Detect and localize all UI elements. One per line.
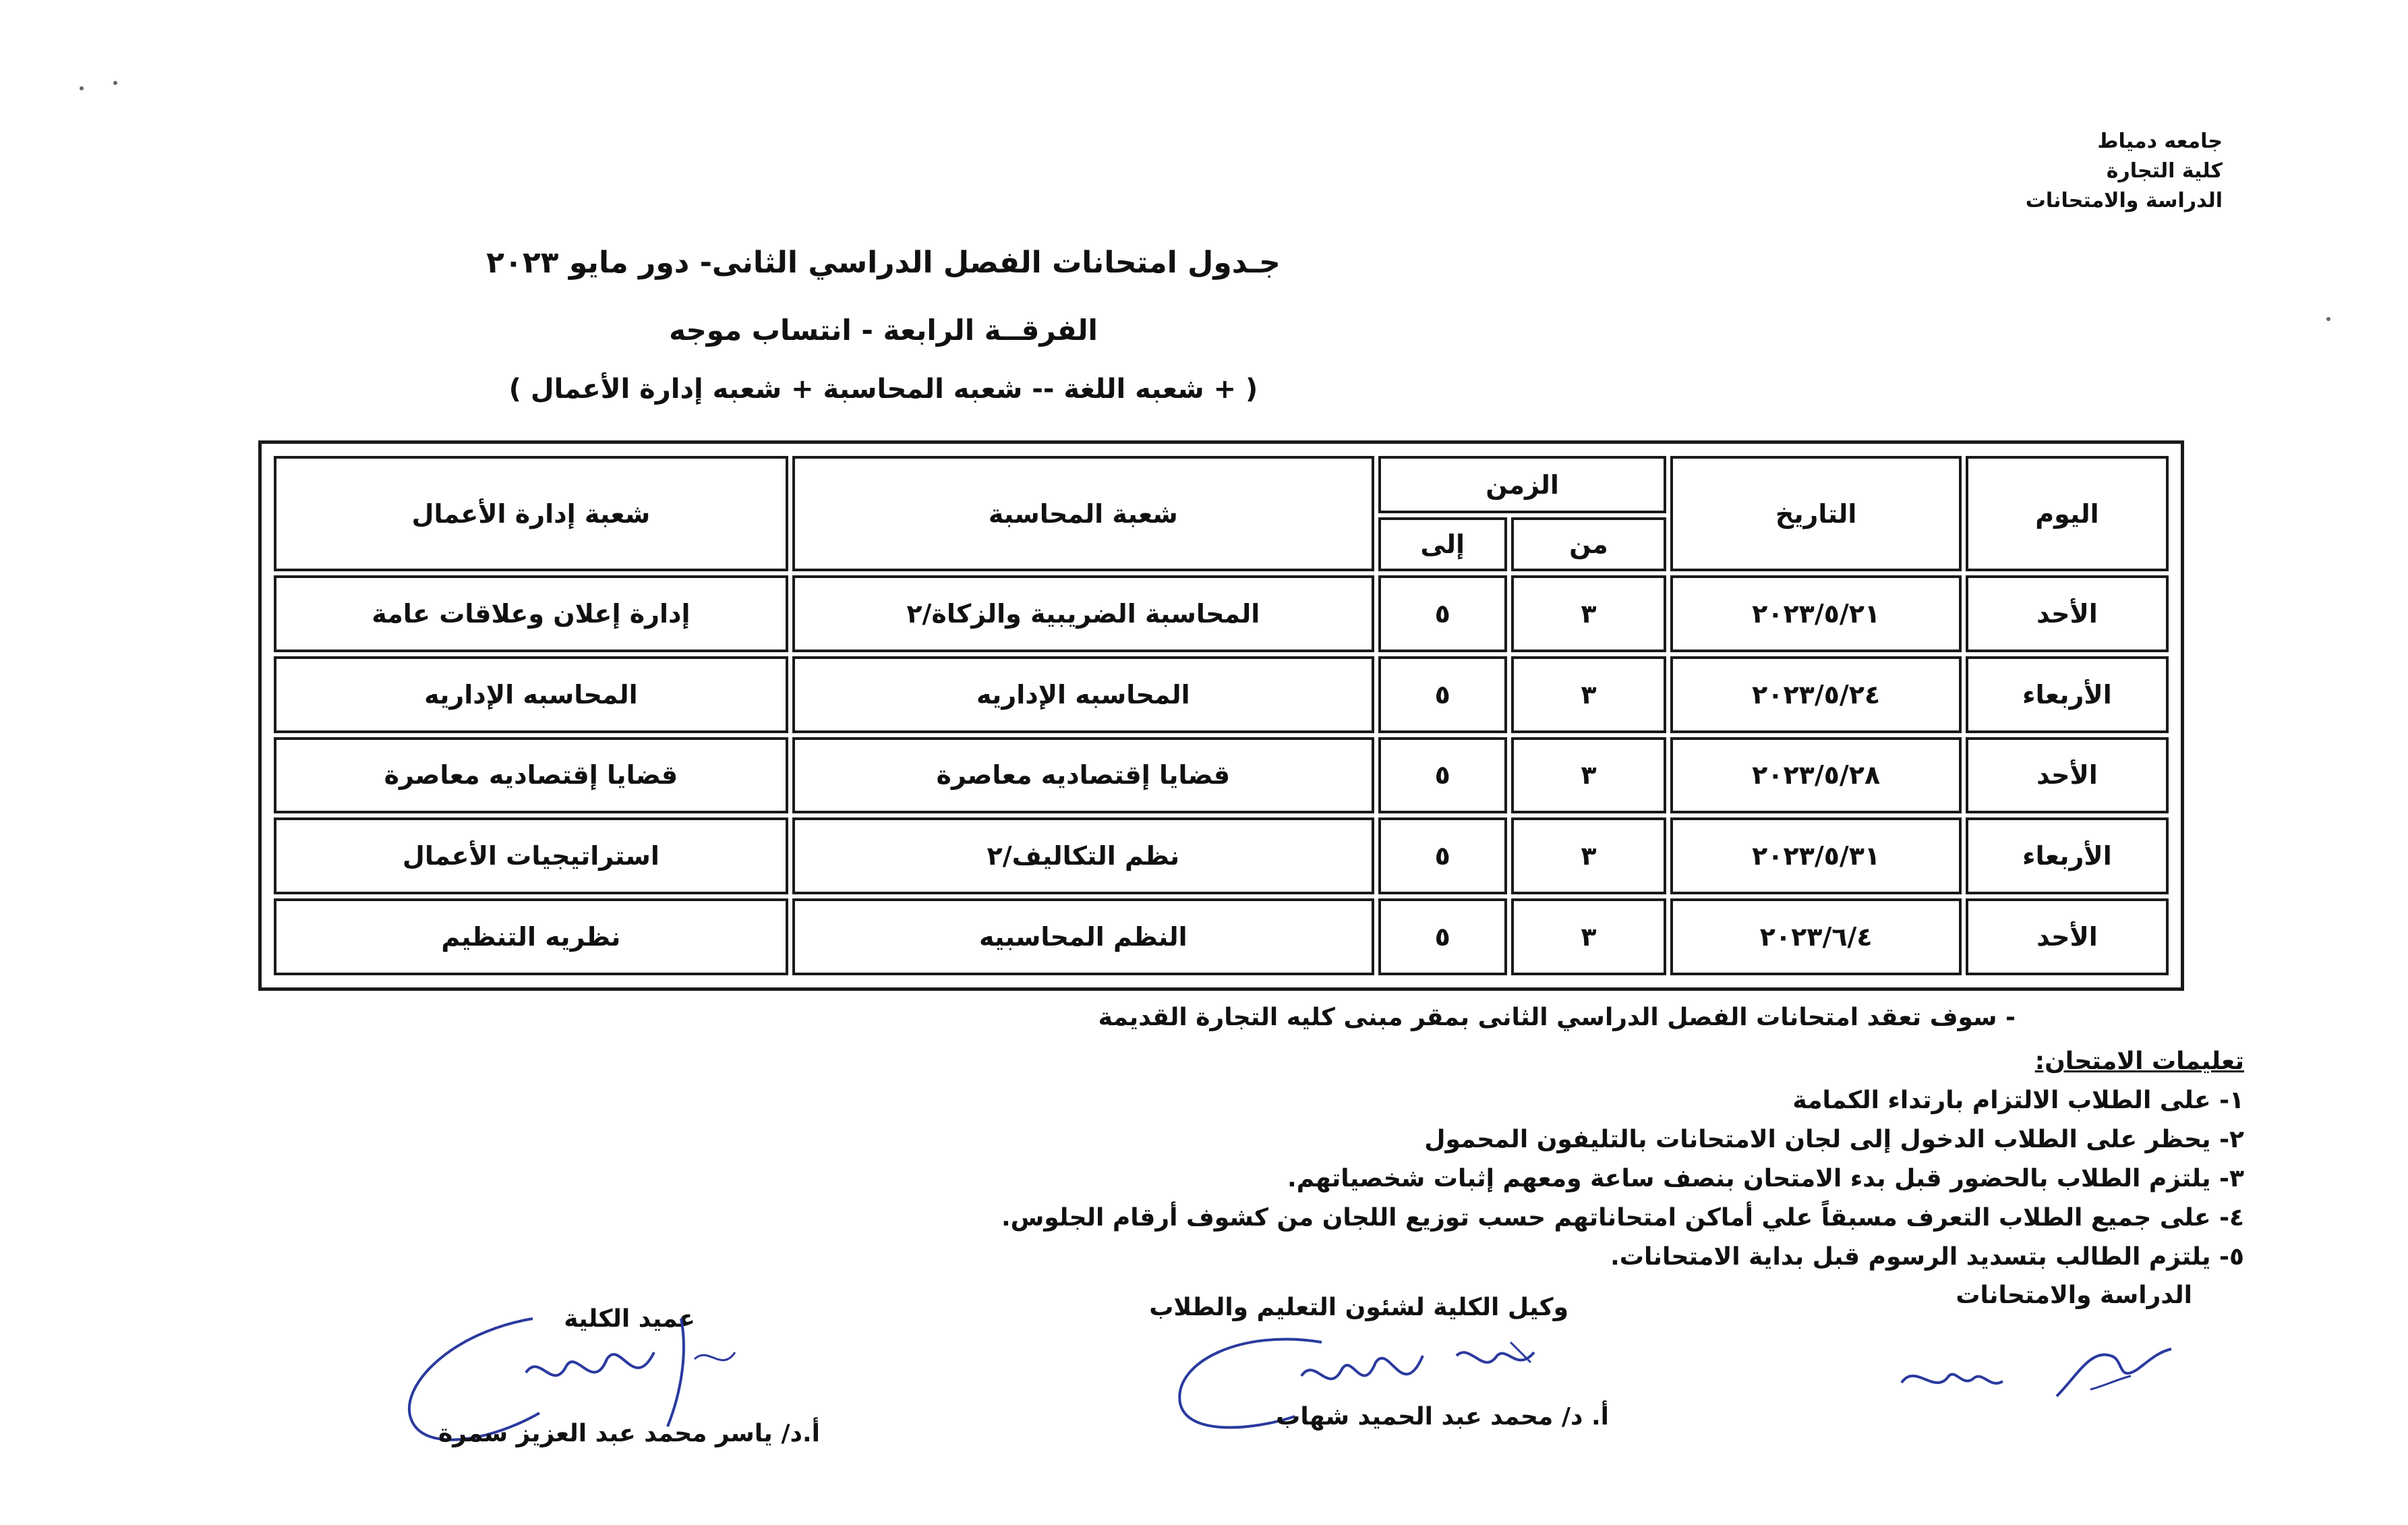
instruction-item: ٢- يحظر على الطلاب الدخول إلى لجان الامتحانات بالتليفون المحمول (1424, 1126, 2244, 1153)
cell-business: المحاسبه الإداريه (274, 656, 788, 733)
cell-to: ٥ (1378, 656, 1507, 733)
cell-date: ٢٠٢٣/٦/٤ (1670, 898, 1962, 975)
scan-speck (80, 86, 84, 90)
instruction-item: ٤- على جميع الطلاب التعرف مسبقاً علي أماكن امتحاناتهم حسب توزيع اللجان من كشوف أرقام الجلوس. (1001, 1204, 2244, 1232)
page-subtitle: الفرقــة الرابعة - انتساب موجه (669, 314, 1098, 347)
cell-date: ٢٠٢٣/٥/٢١ (1670, 575, 1962, 652)
cell-from: ٣ (1511, 817, 1667, 894)
header-accounting: شعبة المحاسبة (792, 456, 1374, 571)
cell-day: الأربعاء (1966, 656, 2169, 733)
page-title: جـدول امتحانات الفصل الدراسي الثانى- دور مايو ٢٠٢٣ (486, 246, 1281, 280)
exam-location-note: - سوف تعقد امتحانات الفصل الدراسي الثانى بمقر مبنى كليه التجارة القديمة (1098, 1004, 2016, 1031)
header-business: شعبة إدارة الأعمال (274, 456, 788, 571)
cell-from: ٣ (1511, 656, 1667, 733)
university-name: جامعه دمياط (2097, 130, 2223, 153)
header-from: من (1511, 517, 1667, 571)
university-header (1939, 127, 2223, 216)
table-row (274, 898, 2169, 975)
exams-office-title: الدراسة والامتحانات (1956, 1282, 2192, 1309)
instructions-title: تعليمات الامتحان: (2034, 1047, 2244, 1075)
cell-to: ٥ (1378, 737, 1507, 814)
vice-dean-name: أ. د/ محمد عبد الحميد شهاب (1276, 1403, 1609, 1431)
cell-day: الأحد (1966, 898, 2169, 975)
table-row (274, 817, 2169, 894)
schedule-table-frame (258, 440, 2184, 991)
instruction-item: ٣- يلتزم الطلاب بالحضور قبل بدء الامتحان بنصف ساعة ومعهم إثبات شخصياتهم. (1287, 1165, 2244, 1192)
scan-speck (2326, 317, 2330, 321)
cell-accounting: قضايا إقتصاديه معاصرة (792, 737, 1374, 814)
instruction-item: ٥- يلتزم الطالب بتسديد الرسوم قبل بداية الامتحانات. (1610, 1243, 2244, 1271)
header-time: الزمن (1378, 456, 1667, 513)
cell-from: ٣ (1511, 737, 1667, 814)
header-date: التاريخ (1670, 456, 1962, 571)
instructions-list (963, 1081, 2244, 1277)
cell-day: الأحد (1966, 737, 2169, 814)
cell-to: ٥ (1378, 817, 1507, 894)
cell-date: ٢٠٢٣/٥/٢٨ (1670, 737, 1962, 814)
vice-dean-title: وكيل الكلية لشئون التعليم والطلاب (1149, 1294, 1568, 1321)
dean-name: أ.د/ ياسر محمد عبد العزيز سمرة (438, 1420, 820, 1447)
cell-from: ٣ (1511, 575, 1667, 652)
instruction-item: ١- على الطلاب الالتزام بارتداء الكمامة (1792, 1087, 2244, 1114)
cell-date: ٢٠٢٣/٥/٣١ (1670, 817, 1962, 894)
dean-signature (398, 1298, 775, 1474)
header-to: إلى (1378, 517, 1507, 571)
cell-accounting: المحاسبه الإداريه (792, 656, 1374, 733)
table-row (274, 737, 2169, 814)
cell-day: الأحد (1966, 575, 2169, 652)
table-row (274, 656, 2169, 733)
exams-office-signature (1888, 1322, 2198, 1423)
department-name: الدراسة والامتحانات (2025, 189, 2223, 212)
cell-day: الأربعاء (1966, 817, 2169, 894)
cell-date: ٢٠٢٣/٥/٢٤ (1670, 656, 1962, 733)
dean-title: عميد الكلية (564, 1305, 695, 1333)
document-titles (0, 236, 1767, 413)
schedule-rows (274, 575, 2169, 975)
cell-to: ٥ (1378, 898, 1507, 975)
cell-accounting: نظم التكاليف/٢ (792, 817, 1374, 894)
cell-business: قضايا إقتصاديه معاصرة (274, 737, 788, 814)
cell-from: ٣ (1511, 898, 1667, 975)
exam-schedule-table (270, 452, 2173, 979)
exam-instructions (963, 1042, 2244, 1277)
cell-accounting: المحاسبة الضريبية والزكاة/٢ (792, 575, 1374, 652)
divisions-line: ( + شعبه اللغة -- شعبه المحاسبة + شعبه إدارة الأعمال ) (508, 374, 1258, 405)
cell-business: نظريه التنظيم (274, 898, 788, 975)
header-day: اليوم (1966, 456, 2169, 571)
cell-to: ٥ (1378, 575, 1507, 652)
scan-speck (113, 81, 117, 85)
faculty-name: كلية التجارة (2106, 159, 2223, 183)
table-row (274, 575, 2169, 652)
cell-business: إدارة إعلان وعلاقات عامة (274, 575, 788, 652)
cell-business: استراتيجيات الأعمال (274, 817, 788, 894)
cell-accounting: النظم المحاسبيه (792, 898, 1374, 975)
